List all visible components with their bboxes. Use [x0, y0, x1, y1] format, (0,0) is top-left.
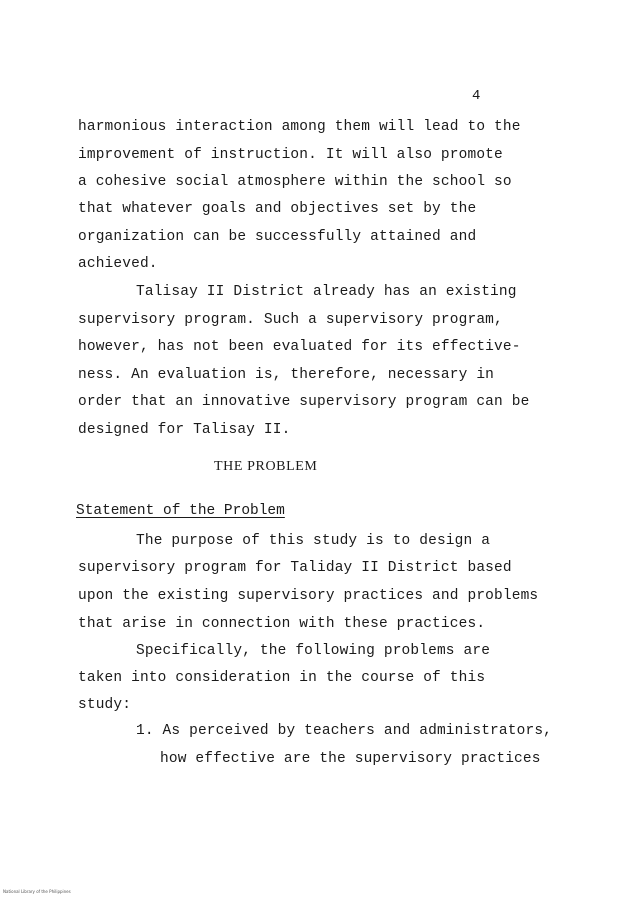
- list-item-1-line-1: 1. As perceived by teachers and administrators,: [136, 723, 553, 739]
- paragraph-1-line-1: harmonious interaction among them will lead to the: [78, 119, 521, 135]
- paragraph-2-line-4: ness. An evaluation is, therefore, necessary in: [78, 367, 495, 383]
- paragraph-2-line-5: order that an innovative supervisory program can be: [78, 394, 530, 410]
- paragraph-1-line-6: achieved.: [78, 256, 158, 272]
- section-title: THE PROBLEM: [214, 459, 318, 474]
- paragraph-2-line-6: designed for Talisay II.: [78, 422, 291, 438]
- problem-paragraph-1-line-1: The purpose of this study is to design a: [136, 533, 491, 549]
- problem-paragraph-1-line-2: supervisory program for Taliday II District based: [78, 560, 512, 576]
- subsection-title: Statement of the Problem: [76, 503, 285, 519]
- paragraph-1-line-2: improvement of instruction. It will also promote: [78, 147, 503, 163]
- problem-paragraph-2-line-1: Specifically, the following problems are: [136, 643, 491, 659]
- problem-paragraph-1-line-3: upon the existing supervisory practices and problems: [78, 588, 539, 604]
- paragraph-1-line-4: that whatever goals and objectives set by the: [78, 201, 477, 217]
- library-footer: National Library of the Philippines: [3, 889, 71, 894]
- list-item-1-line-2: how effective are the supervisory practices: [160, 751, 541, 767]
- paragraph-1-line-5: organization can be successfully attained and: [78, 229, 477, 245]
- page-number: 4: [472, 88, 481, 104]
- problem-paragraph-2-line-2: taken into consideration in the course of this: [78, 670, 486, 686]
- paragraph-2-line-3: however, has not been evaluated for its effective-: [78, 339, 521, 355]
- problem-paragraph-1-line-4: that arise in connection with these practices.: [78, 616, 486, 632]
- paragraph-2-line-1: Talisay II District already has an existing: [136, 284, 517, 300]
- paragraph-1-line-3: a cohesive social atmosphere within the school so: [78, 174, 512, 190]
- problem-paragraph-2-line-3: study:: [78, 697, 132, 713]
- paragraph-2-line-2: supervisory program. Such a supervisory program,: [78, 312, 503, 328]
